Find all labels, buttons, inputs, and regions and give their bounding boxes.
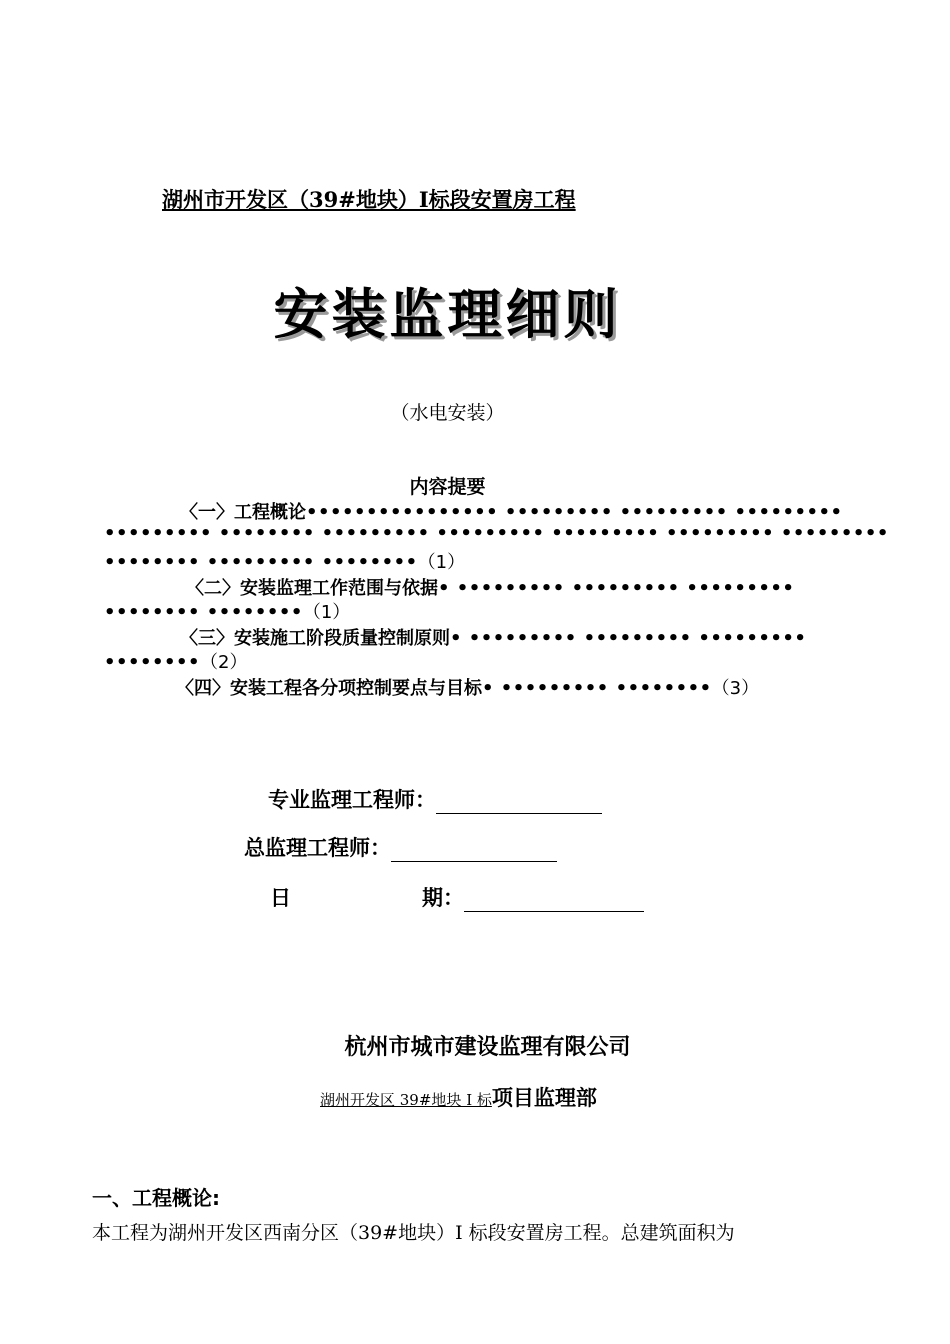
toc-item-4-leader: • ••••••••• •••••••• xyxy=(482,678,712,699)
department-prefix: 湖州开发区 39#地块 I 标 xyxy=(320,1091,492,1109)
engineer-signature-row xyxy=(268,784,602,814)
chief-signature-row xyxy=(244,832,557,862)
toc-item-1-label: 〈一〉工程概论 xyxy=(180,502,306,523)
date-label-2: 期： xyxy=(422,886,464,910)
project-title: 湖州市开发区（39#地块）I标段安置房工程 xyxy=(162,187,576,212)
main-title: 安装监理细则 xyxy=(273,283,622,346)
toc-item-4[interactable] xyxy=(176,674,759,700)
toc-item-3-leader-tail: •••••••• xyxy=(104,652,201,673)
toc-item-3-page: （2） xyxy=(200,652,248,673)
toc-item-1-page: （1） xyxy=(417,552,466,573)
toc-item-3[interactable] xyxy=(180,624,806,650)
toc-item-1-leader-end xyxy=(104,548,465,574)
toc-item-3-leader: • ••••••••• ••••••••• ••••••••• xyxy=(450,628,807,649)
toc-item-1-leader: •••••••••••••••• ••••••••• ••••••••• ••••••••• xyxy=(306,502,843,523)
section-body-text: 本工程为湖州开发区西南分区（39#地块）I 标段安置房工程。总建筑面积为 xyxy=(92,1222,735,1244)
chief-signature-field[interactable] xyxy=(391,839,557,862)
toc-item-2-page: （1） xyxy=(302,602,351,623)
department xyxy=(320,1082,597,1112)
toc-item-3-leader-end xyxy=(104,648,248,674)
toc-item-4-label: 〈四〉安装工程各分项控制要点与目标 xyxy=(176,678,482,699)
subtitle: （水电安装） xyxy=(390,402,505,424)
engineer-label: 专业监理工程师： xyxy=(268,788,436,812)
engineer-signature-field[interactable] xyxy=(436,791,602,814)
date-row xyxy=(422,882,644,912)
toc-heading: 内容提要 xyxy=(409,476,486,498)
chief-label: 总监理工程师： xyxy=(244,836,391,860)
toc-item-1[interactable] xyxy=(180,498,843,524)
toc-item-3-label: 〈三〉安装施工阶段质量控制原则 xyxy=(180,628,450,649)
toc-item-2-leader-tail: •••••••• •••••••• xyxy=(104,602,303,623)
date-label-1: 日 xyxy=(270,886,291,910)
toc-item-2-label: 〈二〉安装监理工作范围与依据 xyxy=(186,578,438,599)
toc-item-2-leader-end xyxy=(104,598,350,624)
toc-item-2-leader: • ••••••••• ••••••••• ••••••••• xyxy=(438,578,795,599)
date-field[interactable] xyxy=(464,889,644,912)
toc-item-1-leader-tail: •••••••• ••••••••• •••••••• xyxy=(104,552,418,573)
toc-item-2[interactable] xyxy=(186,574,794,600)
toc-item-4-page: （3） xyxy=(711,678,760,699)
company-name: 杭州市城市建设监理有限公司 xyxy=(344,1035,631,1060)
section-heading: 一、工程概论: xyxy=(92,1186,220,1210)
toc-item-1-leader-cont: ••••••••• •••••••• ••••••••• ••••••••• ••••••••• ••••••••• ••••••••• xyxy=(104,523,889,544)
department-suffix: 项目监理部 xyxy=(491,1086,597,1110)
